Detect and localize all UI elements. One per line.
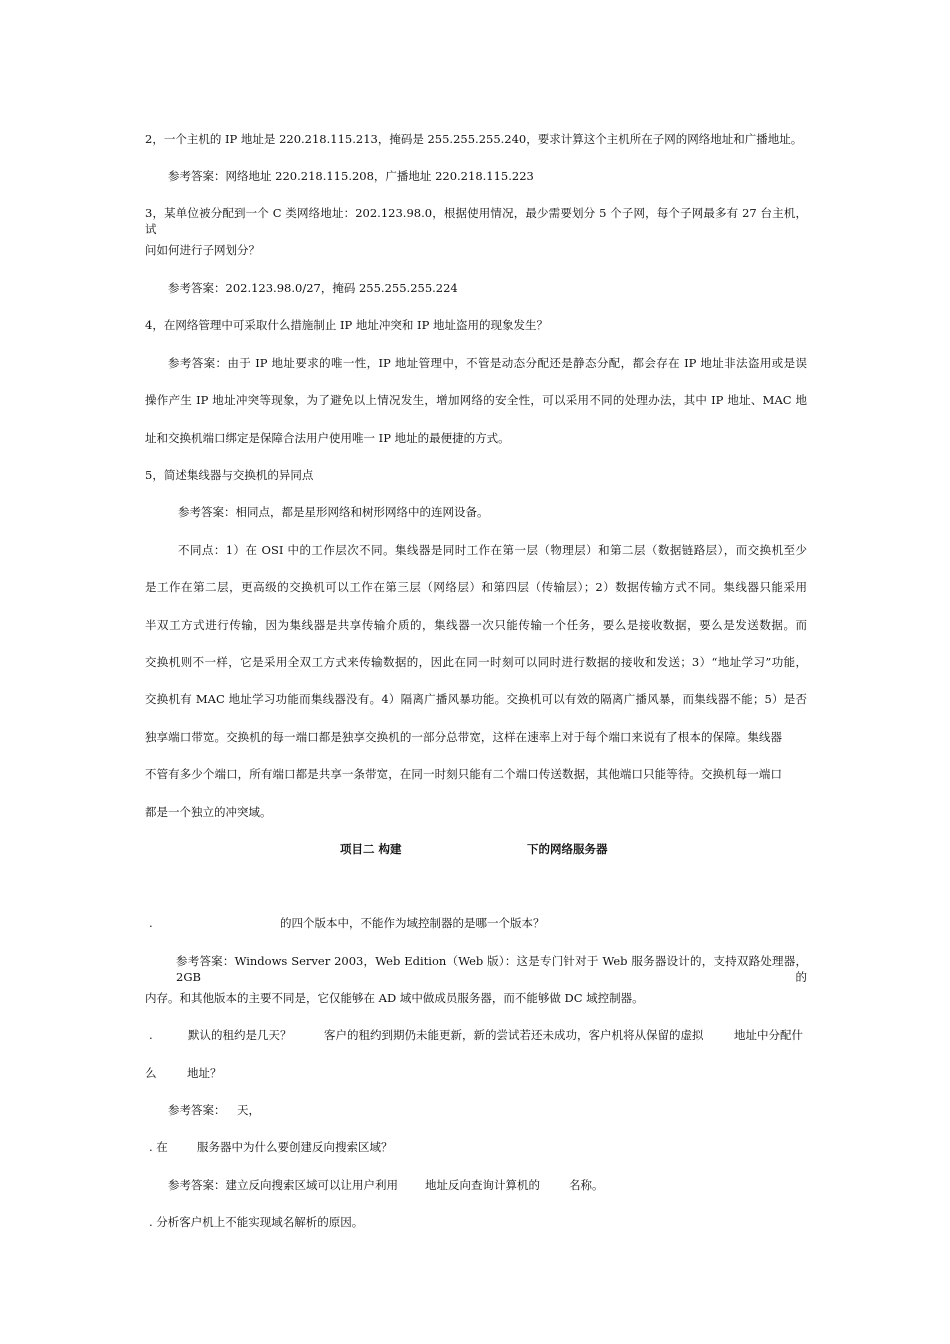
- q4-answer-line-2: 操作产生 IP 地址冲突等现象，为了避免以上情况发生，增加网络的安全性，可以采用不同的处理办法，其中 IP 地址、MAC 地: [145, 393, 807, 407]
- p2-question-line2-part-1: 么: [145, 1066, 157, 1080]
- q2-question: 2，一个主机的 IP 地址是 220.218.115.213，掩码是 255.255.255.240，要求计算这个主机所在子网的网络地址和广播地址。: [145, 132, 803, 146]
- p2-dot: .: [149, 1028, 153, 1042]
- p2-question-part-1: 默认的租约是几天？: [188, 1028, 292, 1042]
- q4-answer-line-3: 址和交换机端口绑定是保障合法用户使用唯一 IP 地址的最便捷的方式。: [145, 431, 510, 445]
- q3-question-line-1: 3，某单位被分配到一个 C 类网络地址：202.123.98.0，根据使用情况，最少需要划分 5 个子网，每个子网最多有 27 台主机，试: [145, 206, 807, 236]
- p3-question-part-2: 服务器中为什么要创建反向搜索区域？: [197, 1140, 393, 1154]
- q5-diff-line-2: 是工作在第二层，更高级的交换机可以工作在第三层（网络层）和第四层（传输层）；2）数据传输方式不同。集线器只能采用: [145, 580, 807, 594]
- q5-diff-line-6: 独享端口带宽。交换机的每一端口都是独享交换机的一部分总带宽，这样在速率上对于每个端口来说有了根本的保障。集线器: [145, 730, 782, 744]
- q5-answer-same: 参考答案：相同点，都是星形网络和树形网络中的连网设备。: [178, 505, 489, 519]
- q5-question: 5，简述集线器与交换机的异同点: [145, 468, 314, 482]
- p3-answer-part-1: 参考答案：建立反向搜索区域可以让用户利用: [168, 1178, 398, 1192]
- q4-question: 4，在网络管理中可采取什么措施制止 IP 地址冲突和 IP 地址盗用的现象发生？: [145, 318, 548, 332]
- p1-answer-line-2: 内存。和其他版本的主要不同是，它仅能够在 AD 域中做成员服务器，而不能够做 DC 域控制器。: [145, 991, 644, 1005]
- p3-answer-part-3: 名称。: [569, 1178, 604, 1192]
- project2-title-part-1: 项目二 构建: [340, 842, 402, 856]
- p1-dot: .: [149, 916, 153, 930]
- q5-diff-line-1: 不同点：1）在 OSI 中的工作层次不同。集线器是同时工作在第一层（物理层）和第二层（数据链路层），而交换机至少: [178, 543, 807, 557]
- q2-answer: 参考答案：网络地址 220.218.115.208，广播地址 220.218.115.223: [168, 169, 534, 183]
- q5-diff-line-7: 不管有多少个端口，所有端口都是共享一条带宽，在同一时刻只能有二个端口传送数据，其他端口只能等待。交换机每一端口: [145, 767, 782, 781]
- project2-title-part-2: 下的网络服务器: [527, 842, 608, 856]
- q5-diff-line-3: 半双工方式进行传输，因为集线器是共享传输介质的，集线器一次只能传输一个任务，要么是接收数据，要么是发送数据。而: [145, 618, 807, 632]
- q4-answer-line-1: 参考答案：由于 IP 地址要求的唯一性，IP 地址管理中，不管是动态分配还是静态分配，都会存在 IP 地址非法盗用或是误: [168, 356, 807, 370]
- q5-diff-line-5: 交换机有 MAC 地址学习功能而集线器没有。4）隔离广播风暴功能。交换机可以有效的隔离广播风暴，而集线器不能；5）是否: [145, 692, 807, 706]
- p2-question-part-3: 地址中分配什: [734, 1028, 803, 1042]
- p2-answer-part-1: 参考答案：: [168, 1103, 226, 1117]
- q5-diff-line-4: 交换机则不一样，它是采用全双工方式来传输数据的，因此在同一时刻可以同时进行数据的接收和发送；3）“地址学习”功能，: [145, 655, 807, 669]
- p2-answer-part-2: 天，: [237, 1103, 260, 1117]
- p1-question: 的四个版本中，不能作为域控制器的是哪一个版本？: [280, 916, 545, 930]
- q3-answer: 参考答案：202.123.98.0/27，掩码 255.255.255.224: [168, 281, 458, 295]
- p1-answer-line-1: 参考答案：Windows Server 2003，Web Edition（Web 版）：这是专门针对于 Web 服务器设计的，支持双路处理器，2GB 的: [176, 954, 807, 984]
- q3-question-line-2: 问如何进行子网划分？: [145, 243, 260, 257]
- q5-diff-line-8: 都是一个独立的冲突域。: [145, 805, 272, 819]
- p2-question-part-2: 客户的租约到期仍未能更新，新的尝试若还未成功，客户机将从保留的虚拟: [324, 1028, 704, 1042]
- p3-answer-part-2: 地址反向查询计算机的: [425, 1178, 540, 1192]
- p4-question: . 分析客户机上不能实现域名解析的原因。: [149, 1215, 364, 1229]
- p2-question-line2-part-2: 地址？: [187, 1066, 222, 1080]
- p3-question-part-1: . 在: [149, 1140, 168, 1154]
